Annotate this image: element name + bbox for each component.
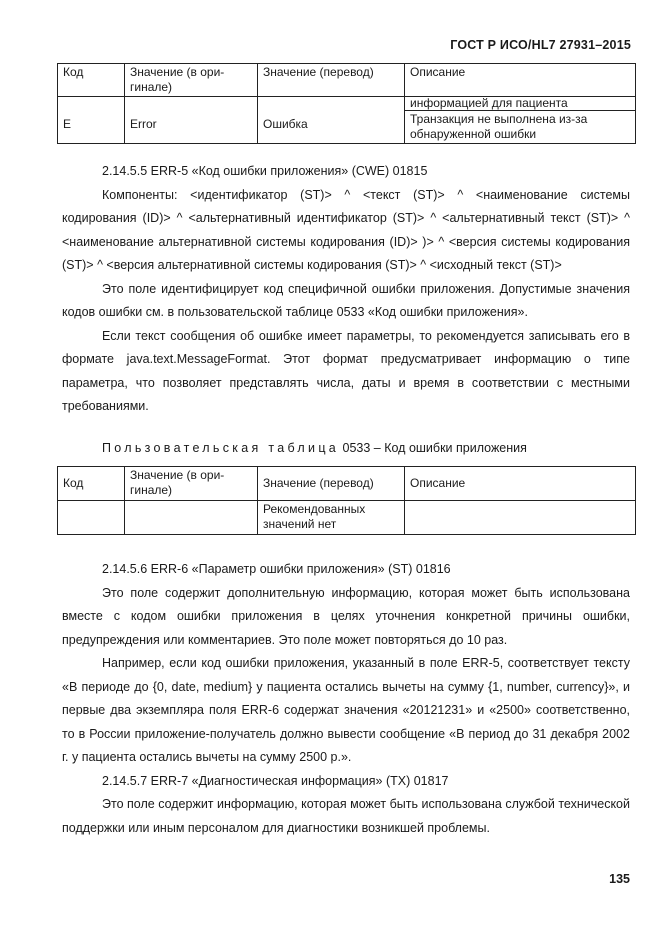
standard-header: ГОСТ Р ИСО/HL7 27931–2015 xyxy=(450,38,631,52)
col-header-code: Код xyxy=(58,64,125,97)
page-number: 135 xyxy=(609,872,630,886)
table-row-continued xyxy=(58,97,636,111)
table-row xyxy=(58,501,636,535)
table-header-row xyxy=(58,64,636,97)
section-heading-err-7: 2.14.5.7 ERR-7 «Диагностическая информация» (TX) 01817 xyxy=(102,773,449,788)
cell-description-continued: информацией для пациента xyxy=(405,97,636,111)
col-header-original: Значение (в ори- гинале) xyxy=(125,467,258,501)
section-err-6 xyxy=(62,558,630,840)
user-table-0533 xyxy=(57,466,636,535)
cell-translation: Рекомендованных значений нет xyxy=(258,501,405,535)
paragraph: Это поле идентифицирует код специфичной ошибки приложения. Допустимые значения кодов ошибки см. в пользовательской таблице 0533 «Код ошибки приложения». xyxy=(62,281,630,319)
col-header-original: Значение (в ори- гинале) xyxy=(125,64,258,97)
continued-table xyxy=(57,63,636,144)
col-header-description: Описание xyxy=(405,64,636,97)
cell-original xyxy=(125,501,258,535)
cell-description: Транзакция не выполнена из-за обнаруженной ошибки xyxy=(405,111,636,144)
caption-title: 0533 – Код ошибки приложения xyxy=(342,441,527,455)
paragraph: Это поле содержит дополнительную информацию, которая может быть использована вместе с кодом ошибки приложения в целях уточнения конкретной причины ошибки, предупреждения или комментариев. Это поле может повторяться до 10 раз. xyxy=(62,585,630,647)
col-header-description: Описание xyxy=(405,467,636,501)
section-err-5 xyxy=(62,160,630,419)
section-heading-err-5: 2.14.5.5 ERR-5 «Код ошибки приложения» (CWE) 01815 xyxy=(102,164,428,178)
cell-code xyxy=(58,501,125,535)
col-header-translation: Значение (перевод) xyxy=(258,467,405,501)
caption-prefix: Пользовательская таблица xyxy=(102,441,340,455)
cell-translation: Ошибка xyxy=(258,111,405,144)
table-header-row xyxy=(58,467,636,501)
col-header-code: Код xyxy=(58,467,125,501)
paragraph: Например, если код ошибки приложения, указанный в поле ERR-5, соответствует тексту «В периоде до {0, date, medium} у пациента остались вычеты на сумму {1, number, currency}», и первые два экземпляра поля ERR-6 содержат значения «20121231» и «2500» соответственно, то в России приложение-получатель должно вывести сообщение «В период до 31 декабря 2002 г. у пациента остались вычеты на сумму 2500 р.». xyxy=(62,656,630,764)
cell-description xyxy=(405,501,636,535)
section-heading-err-6: 2.14.5.6 ERR-6 «Параметр ошибки приложения» (ST) 01816 xyxy=(102,562,451,576)
paragraph: Это поле содержит информацию, которая может быть использована службой технической поддержки или иным персоналом для диагностики возникшей проблемы. xyxy=(62,797,630,835)
table-caption xyxy=(102,441,527,455)
paragraph-components: Компоненты: <идентификатор (ST)> ^ <текст (ST)> ^ <наименование системы кодирования (ID)> ^ <альтернативный идентификатор (ST)> ^ <альтернативный текст (ST)> ^ <наименование альтернативной системы кодирования (ID)> )> ^ <версия системы кодирования (ST)> ^ <версия альтернативной системы кодирования (ST)> ^ <исходный текст (ST)> xyxy=(62,187,630,272)
cell-original: Error xyxy=(125,111,258,144)
paragraph: Если текст сообщения об ошибке имеет параметры, то рекомендуется записывать его в формате java.text.MessageFormat. Этот формат предусматривает информацию о типе параметра, что позволяет представлять числа, даты и время в соответствии с местными требованиями. xyxy=(62,328,630,413)
col-header-translation: Значение (перевод) xyxy=(258,64,405,97)
cell-code: E xyxy=(58,111,125,144)
table-row xyxy=(58,111,636,144)
